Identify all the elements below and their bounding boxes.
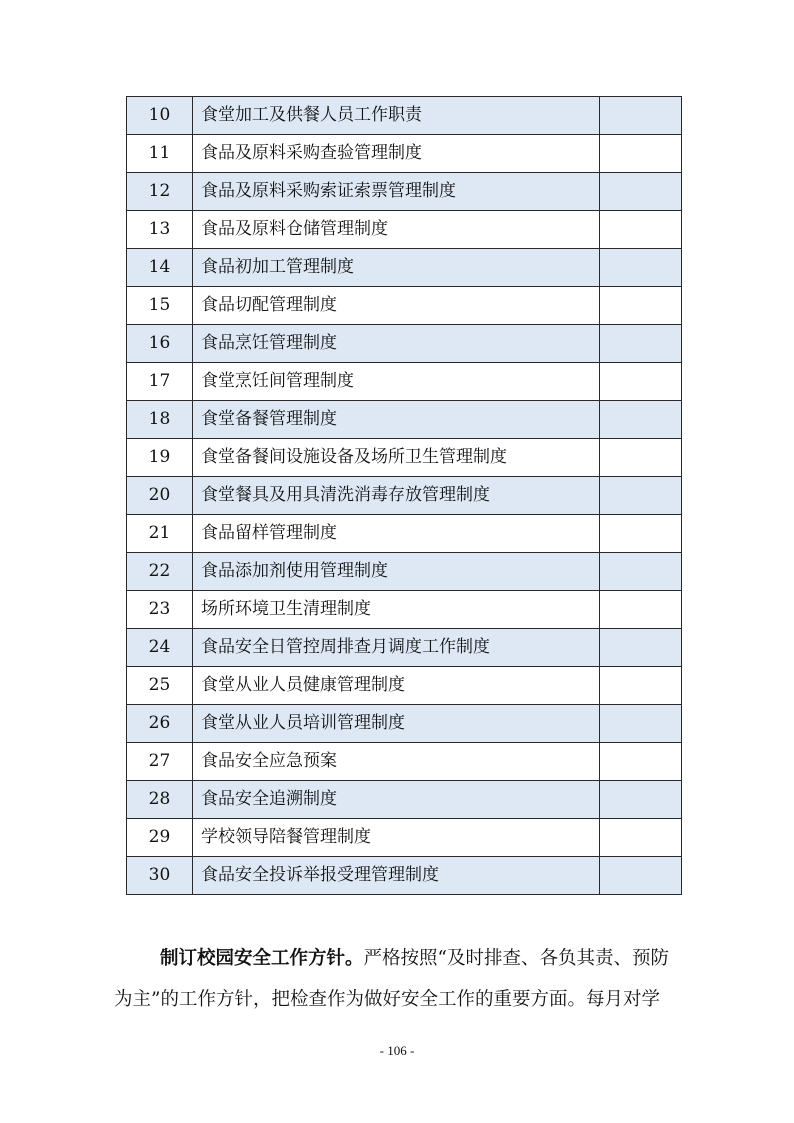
row-number-cell: 25 [127, 667, 193, 705]
row-number-cell: 15 [127, 287, 193, 325]
table-row [127, 553, 682, 591]
row-number-cell: 16 [127, 325, 193, 363]
table-row [127, 363, 682, 401]
remark-cell [600, 173, 682, 211]
regulation-name-cell: 食品添加剂使用管理制度 [193, 553, 600, 591]
table-row [127, 743, 682, 781]
remark-cell [600, 211, 682, 249]
regulation-name-cell: 学校领导陪餐管理制度 [193, 819, 600, 857]
row-number-cell: 23 [127, 591, 193, 629]
row-number-cell: 13 [127, 211, 193, 249]
row-number-cell: 28 [127, 781, 193, 819]
table-row [127, 97, 682, 135]
table-row [127, 629, 682, 667]
regulation-name-cell: 食品及原料仓储管理制度 [193, 211, 600, 249]
table-row [127, 819, 682, 857]
remark-cell [600, 325, 682, 363]
regulation-name-cell: 食品及原料采购索证索票管理制度 [193, 173, 600, 211]
row-number-cell: 18 [127, 401, 193, 439]
regulation-name-cell: 场所环境卫生清理制度 [193, 591, 600, 629]
paragraph-line-1-text: 严格按照“及时排查、各负其责、预防 [363, 948, 669, 969]
row-number-cell: 21 [127, 515, 193, 553]
regulation-name-cell: 食堂加工及供餐人员工作职责 [193, 97, 600, 135]
regulation-name-cell: 食品安全追溯制度 [193, 781, 600, 819]
regulations-table [126, 96, 682, 895]
remark-cell [600, 97, 682, 135]
row-number-cell: 17 [127, 363, 193, 401]
table-row [127, 857, 682, 895]
remark-cell [600, 743, 682, 781]
remark-cell [600, 515, 682, 553]
regulation-name-cell: 食堂备餐管理制度 [193, 401, 600, 439]
regulation-name-cell: 食品留样管理制度 [193, 515, 600, 553]
remark-cell [600, 629, 682, 667]
row-number-cell: 24 [127, 629, 193, 667]
table-row [127, 287, 682, 325]
row-number-cell: 11 [127, 135, 193, 173]
remark-cell [600, 819, 682, 857]
paragraph-lead: 制订校园安全工作方针。 [160, 948, 364, 969]
table-row [127, 173, 682, 211]
row-number-cell: 27 [127, 743, 193, 781]
row-number-cell: 20 [127, 477, 193, 515]
row-number-cell: 26 [127, 705, 193, 743]
table-row [127, 325, 682, 363]
row-number-cell: 30 [127, 857, 193, 895]
table-row [127, 401, 682, 439]
remark-cell [600, 857, 682, 895]
row-number-cell: 29 [127, 819, 193, 857]
remark-cell [600, 667, 682, 705]
remark-cell [600, 287, 682, 325]
table-row [127, 781, 682, 819]
table-row [127, 477, 682, 515]
row-number-cell: 22 [127, 553, 193, 591]
regulation-name-cell: 食品及原料采购查验管理制度 [193, 135, 600, 173]
remark-cell [600, 553, 682, 591]
remark-cell [600, 591, 682, 629]
paragraph-line-2: 为主”的工作方针，把检查作为做好安全工作的重要方面。每月对学 [114, 989, 660, 1010]
regulation-name-cell: 食品烹饪管理制度 [193, 325, 600, 363]
row-number-cell: 10 [127, 97, 193, 135]
regulation-name-cell: 食堂备餐间设施设备及场所卫生管理制度 [193, 439, 600, 477]
row-number-cell: 19 [127, 439, 193, 477]
remark-cell [600, 781, 682, 819]
regulation-name-cell: 食品切配管理制度 [193, 287, 600, 325]
regulation-name-cell: 食品安全日管控周排查月调度工作制度 [193, 629, 600, 667]
regulation-name-cell: 食品安全投诉举报受理管理制度 [193, 857, 600, 895]
table-row [127, 591, 682, 629]
table-row [127, 439, 682, 477]
table-row [127, 135, 682, 173]
paragraph-line-1 [160, 944, 680, 970]
regulation-name-cell: 食品安全应急预案 [193, 743, 600, 781]
remark-cell [600, 249, 682, 287]
remark-cell [600, 705, 682, 743]
table-row [127, 211, 682, 249]
regulation-name-cell: 食堂餐具及用具清洗消毒存放管理制度 [193, 477, 600, 515]
page-number: - 106 - [379, 1043, 415, 1058]
remark-cell [600, 439, 682, 477]
regulation-name-cell: 食品初加工管理制度 [193, 249, 600, 287]
row-number-cell: 14 [127, 249, 193, 287]
remark-cell [600, 477, 682, 515]
table-row [127, 249, 682, 287]
regulation-name-cell: 食堂从业人员培训管理制度 [193, 705, 600, 743]
regulation-name-cell: 食堂从业人员健康管理制度 [193, 667, 600, 705]
remark-cell [600, 135, 682, 173]
remark-cell [600, 363, 682, 401]
remark-cell [600, 401, 682, 439]
table-row [127, 667, 682, 705]
table-row [127, 705, 682, 743]
regulations-table-body [127, 97, 682, 895]
row-number-cell: 12 [127, 173, 193, 211]
regulation-name-cell: 食堂烹饪间管理制度 [193, 363, 600, 401]
table-row [127, 515, 682, 553]
